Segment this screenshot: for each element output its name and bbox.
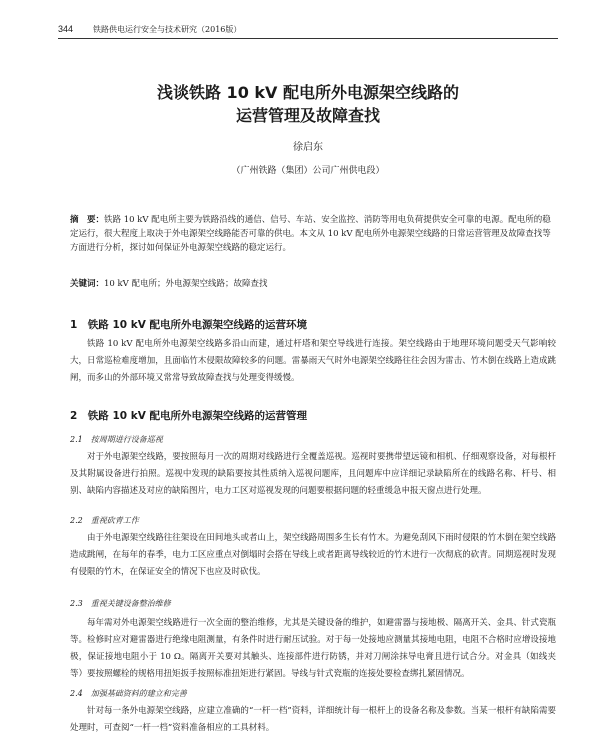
section-1-paragraph: 铁路 10 kV 配电所外电源架空线路多沿山而建，通过杆塔和架空导线进行连接。架空线路由于地理环境问题受天气影响较大，日常巡检难度增加，且面临竹木侵限故障较多的问题。雷暴雨天气时外电源架空线路往往会因为雷击、竹木倒在线路上造成跳闸，而多山的外部环境又常常导致故障查找与处理变得缓慢。 (70, 339, 556, 383)
subsection-2-3-heading: 2.3 重视关键设备整治维修 (70, 599, 171, 608)
subsection-2-3-paragraph: 每年需对外电源架空线路进行一次全面的整治维修，尤其是关键设备的维护，如避雷器与接地极、隔离开关、金具、针式瓷瓶等。检修时应对避雷器进行绝缘电阻测量，有条件时进行耐压试验。对于每一处接地应测量其接地电阻，电阻不合格时应增设接地极，保证接地电阻小于 10 Ω。隔离开关要对其触头、连接部件进行防锈，并对刀闸涂抹导电膏且进行试合分。对金具（如线夹等）要按照螺栓的规格用扭矩扳手按照标准扭矩进行紧固。导线与针式瓷瓶的连接处要检查绑扎紧固情况。 (70, 618, 556, 679)
abstract-label: 摘 要： (70, 215, 105, 225)
header-divider (58, 38, 558, 39)
subsection-2-4-heading: 2.4 加强基础资料的建立和完善 (70, 689, 187, 698)
page-number: 344 (58, 24, 74, 34)
section-2-heading: 2 铁路 10 kV 配电所外电源架空线路的运营管理 (70, 410, 307, 422)
section-1-heading: 1 铁路 10 kV 配电所外电源架空线路的运营环境 (70, 319, 307, 331)
author: 徐启东 (293, 142, 323, 153)
subsection-2-1-paragraph: 对于外电源架空线路，要按照每月一次的周期对线路进行全覆盖巡视。巡视时要携带望远镜和相机、仔细观察设备，对每根杆及其附属设备进行拍照。巡视中发现的缺陷要按其性质纳入巡视问题库，且问题库中应详细记录缺陷所在的线路名称、杆号、相别、缺陷内容描述及对应的缺陷图片，电力工区对巡视发现的问题要根据问题的轻重缓急申报天窗点进行处理。 (70, 452, 556, 496)
running-header (58, 22, 558, 36)
subsection-2-1-heading: 2.1 按周期进行设备巡视 (70, 435, 163, 444)
subsection-2-2-paragraph: 由于外电源架空线路往往架设在田间地头或者山上，架空线路周围多生长有竹木。为避免刮风下雨时侵限的竹木倒在架空线路造成跳闸，在每年的春季，电力工区应重点对倒塌时会搭在导线上或者距离导线较近的竹木进行一次彻底的砍青。同期巡视时发现有侵限的竹木，在保证安全的情况下也应及时砍伐。 (70, 533, 556, 577)
paper-title-line1: 浅谈铁路 10 kV 配电所外电源架空线路的 (156, 83, 459, 102)
subsection-2-4-paragraph: 针对每一条外电源架空线路，应建立准确的“一杆一档”资料，详细统计每一根杆上的设备名称及参数。当某一根杆有缺陷需要处理时，可查阅“一杆一档”资料准备相应的工具材料。 (70, 706, 556, 733)
keywords-text: 10 kV 配电所；外电源架空线路；故障查找 (104, 279, 268, 289)
keywords (70, 277, 556, 289)
abstract-text: 铁路 10 kV 配电所主要为铁路沿线的通信、信号、车站、安全监控、消防等用电负荷提供安全可靠的电源。配电所的稳定运行，很大程度上取决于外电源架空线路能否可靠的供电。本文从 10 kV 配电所外电源架空线路的日常运营管理及故障查找等方面进行分析，探讨如何保证外电源架空线路的稳定运行。 (70, 215, 551, 253)
affiliation: （广州铁路（集团）公司广州供电段） (231, 166, 385, 176)
paper-title-line2: 运营管理及故障查找 (235, 106, 380, 125)
abstract (70, 213, 556, 255)
subsection-2-2-heading: 2.2 重视砍青工作 (70, 516, 139, 525)
keywords-label: 关键词： (70, 279, 105, 289)
journal-name: 铁路供电运行安全与技术研究（2016版） (93, 24, 242, 34)
